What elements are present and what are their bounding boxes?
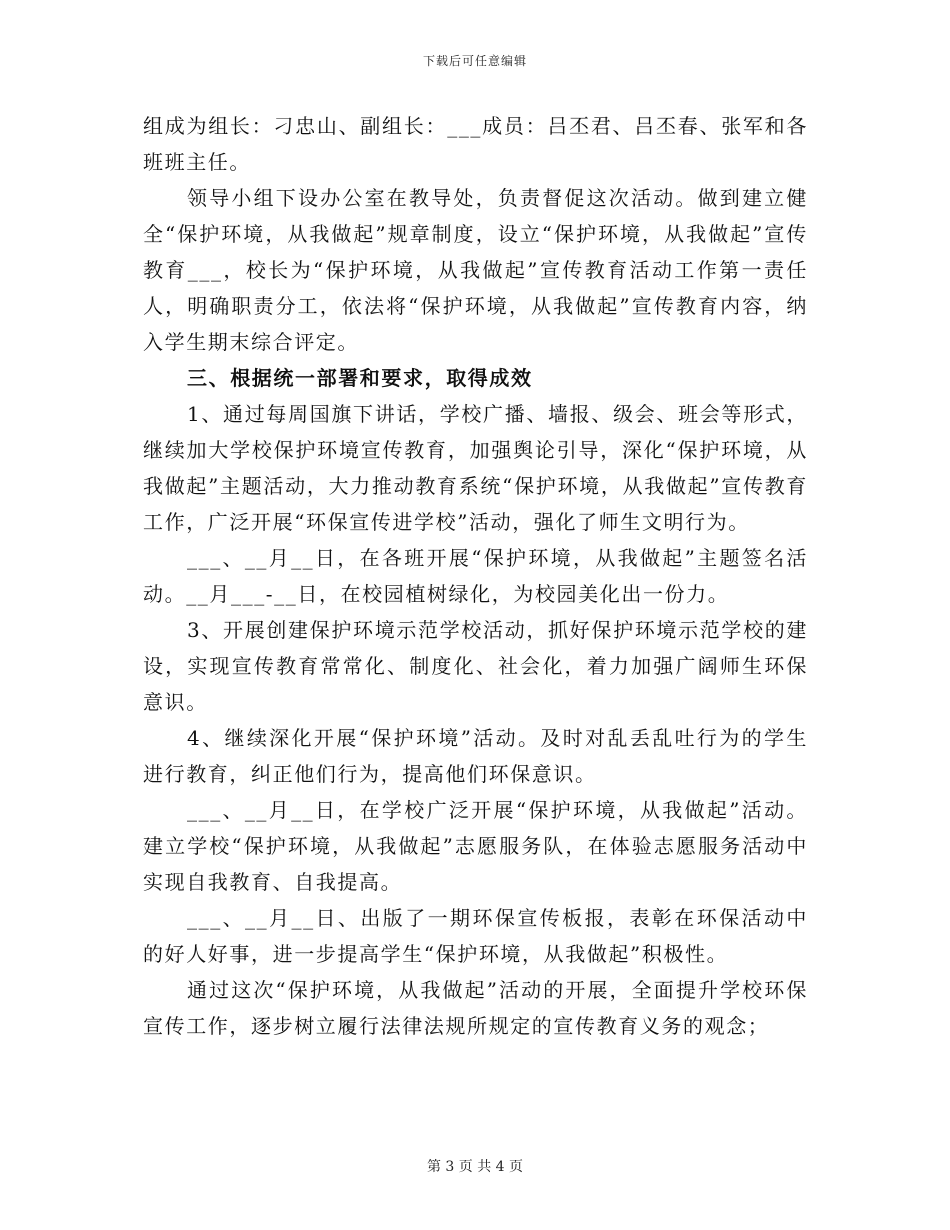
paragraph-item-6: ___、__月__日、出版了一期环保宣传板报，表彰在环保活动中的好人好事，进一步提高学生“保护环境，从我做起”积极性。: [143, 906, 808, 966]
paragraph-item-3: 3、开展创建保护环境示范学校活动，抓好保护环境示范学校的建设，实现宣传教育常常化、制度化、社会化，着力加强广阔师生环保意识。: [143, 618, 808, 714]
paragraph-item-2: ___、__月__日，在各班开展“保护环境，从我做起”主题签名活动。__月___-__日，在校园植树绿化，为校园美化出一份力。: [143, 546, 808, 606]
paragraph-office: 领导小组下设办公室在教导处，负责督促这次活动。做到建立健全“保护环境，从我做起”规章制度，设立“保护环境，从我做起”宣传教育___，校长为“保护环境，从我做起”宣传教育活动工作第一责任人，明确职责分工，依法将“保护环境，从我做起”宣传教育内容，纳入学生期末综合评定。: [143, 186, 808, 354]
section-heading-results: 三、根据统一部署和要求，取得成效: [187, 366, 533, 390]
paragraph-conclusion: 通过这次“保护环境，从我做起”活动的开展，全面提升学校环保宣传工作，逐步树立履行法律法规所规定的宣传教育义务的观念；: [143, 978, 808, 1038]
document-body: [143, 108, 808, 1044]
paragraph-group-members: 组成为组长：刁忠山、副组长：___成员：吕丕君、吕丕春、张军和各班班主任。: [143, 114, 808, 174]
paragraph-item-4: 4、继续深化开展“保护环境”活动。及时对乱丢乱吐行为的学生进行教育，纠正他们行为，提高他们环保意识。: [143, 726, 808, 786]
page-number: 第 3 页 共 4 页: [426, 1159, 524, 1175]
paragraph-item-1: 1、通过每周国旗下讲话，学校广播、墙报、级会、班会等形式，继续加大学校保护环境宣传教育，加强舆论引导，深化“保护环境，从我做起”主题活动，大力推动教育系统“保护环境，从我做起”宣传教育工作，广泛开展“环保宣传进学校”活动，强化了师生文明行为。: [143, 402, 808, 534]
page-header: 下载后可任意编辑: [422, 54, 527, 68]
paragraph-item-5: ___、__月__日，在学校广泛开展“保护环境，从我做起”活动。建立学校“保护环境，从我做起”志愿服务队，在体验志愿服务活动中实现自我教育、自我提高。: [143, 798, 808, 894]
